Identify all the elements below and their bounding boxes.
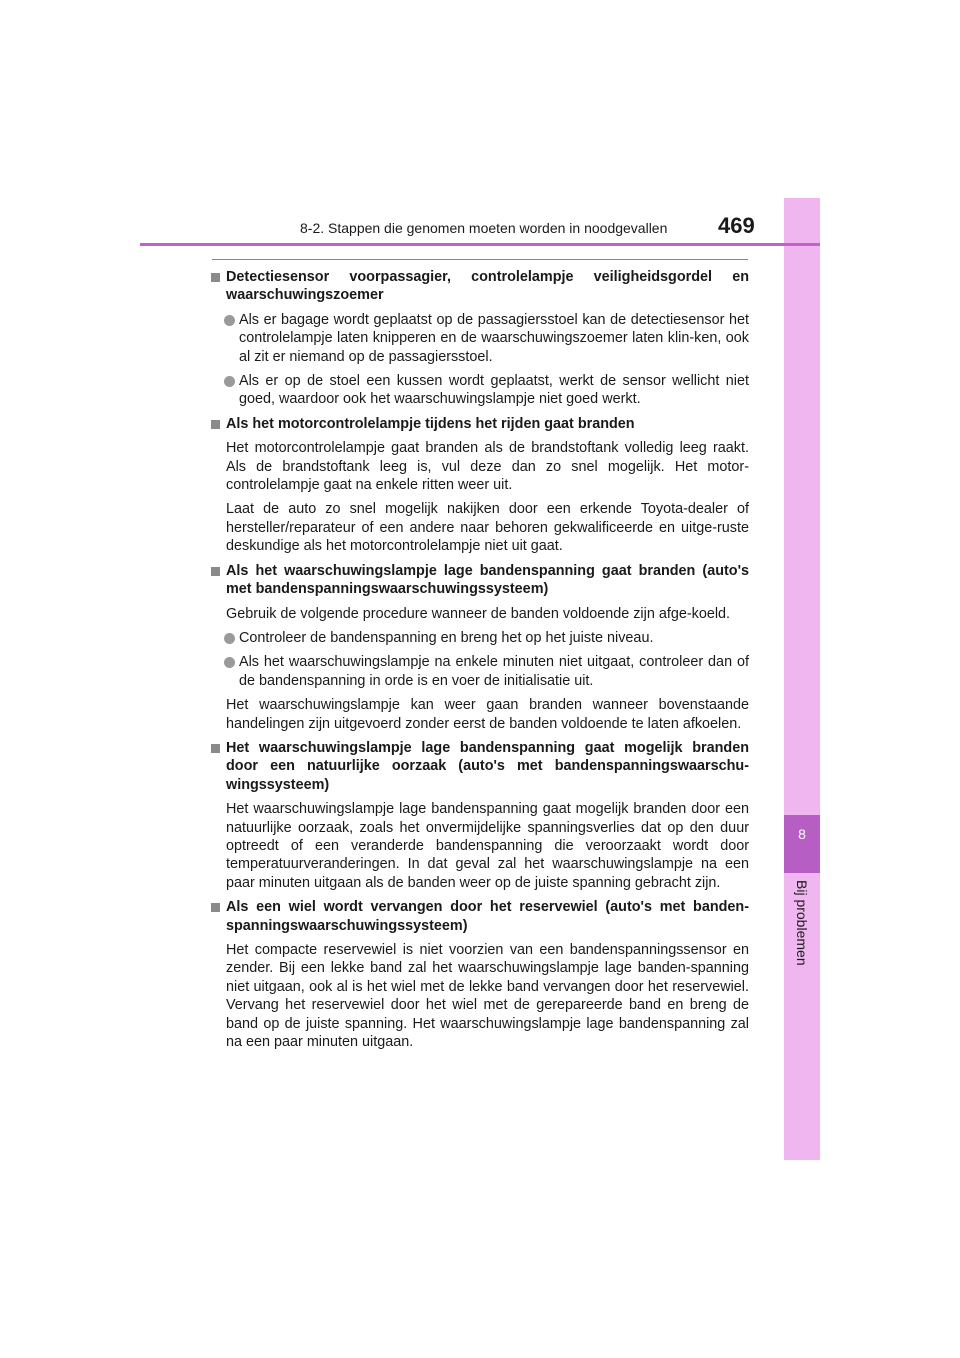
page-number: 469	[718, 213, 755, 238]
block-text: Als het waarschuwingslampje lage bandenspanning gaat branden (auto's met bandenspanningswaarschuwingssysteem)	[226, 562, 749, 598]
block-text: Controleer de bandenspanning en breng het op het juiste niveau.	[239, 629, 654, 646]
bullet-item	[209, 653, 749, 690]
page-content	[209, 268, 749, 1057]
square-bullet-icon	[211, 744, 220, 753]
block-text: Het waarschuwingslampje kan weer gaan branden wanneer bovenstaande handelingen zijn uitgevoerd zonder eerst de banden voldoende te laten afkoelen.	[226, 697, 749, 732]
block-text: Gebruik de volgende procedure wanneer de banden voldoende zijn afge-koeld.	[226, 605, 731, 622]
block-text: Als een wiel wordt vervangen door het reservewiel (auto's met banden-spanningswaarschuwingssysteem)	[226, 899, 749, 934]
bullet-item	[209, 629, 749, 647]
body-paragraph	[209, 941, 749, 1051]
round-bullet-icon	[224, 633, 235, 644]
block-text: Detectiesensor voorpassagier, controlelampje veiligheidsgordel en waarschuwingszoemer	[226, 269, 749, 304]
square-bullet-icon	[211, 903, 220, 912]
block-text: Als het waarschuwingslampje na enkele minuten niet uitgaat, controleer dan of de bandenspanning in orde is en voer de initialisatie uit.	[239, 654, 749, 689]
square-bullet-icon	[211, 567, 220, 576]
chapter-label: Bij problemen	[794, 880, 810, 966]
block-text: Het motorcontrolelampje gaat branden als de brandstoftank volledig leeg raakt. Als de brandstoftank leeg is, vul deze dan zo snel mogelijk. Het motor-controlelampje gaat na enkele ritten weer uit.	[226, 440, 749, 494]
chapter-tab-active[interactable]	[784, 815, 820, 873]
body-paragraph	[209, 605, 749, 623]
block-text: Laat de auto zo snel mogelijk nakijken door een erkende Toyota-dealer of hersteller/reparateur of een andere naar behoren gekwalificeerde en uitge-ruste deskundige als het motorcontrolelampje niet uit gaat.	[226, 501, 749, 555]
block-text: Het waarschuwingslampje lage bandenspanning gaat mogelijk branden door een natuurlijke oorzaak, zoals het onvermijdelijke spanningsverlies dat op den duur optreedt of een veranderde bandenspanning die veroorzaakt wordt door temperatuurveranderingen. In dat geval zal het waarschuwingslampje na een paar minuten uitgaan als de banden weer op de juiste spanning gebracht zijn.	[226, 801, 749, 891]
block-text: Als het motorcontrolelampje tijdens het rijden gaat branden	[226, 415, 635, 432]
section-heading	[209, 562, 749, 599]
block-text: Het compacte reservewiel is niet voorzien van een bandenspanningssensor en zender. Bij een lekke band zal het waarschuwingslampje lage banden-spanning niet uitgaan, ook al is het wiel met de lekke band vervangen door het reservewiel. Vervang het reservewiel door het wiel met de gerepareerde band en breng de band op de juiste spanning. Het waarschuwingslampje lage bandenspanning zal na een paar minuten uitgaan.	[226, 942, 749, 1051]
section-header: 8-2. Stappen die genomen moeten worden in noodgevallen	[300, 220, 668, 236]
body-paragraph	[209, 500, 749, 555]
body-paragraph	[209, 696, 749, 733]
block-text: Het waarschuwingslampje lage bandenspanning gaat mogelijk branden door een natuurlijke oorzaak (auto's met bandenspanningswaarschu-wingssysteem)	[226, 739, 749, 793]
body-paragraph	[209, 439, 749, 494]
block-text: Als er op de stoel een kussen wordt geplaatst, werkt de sensor wellicht niet goed, waardoor ook het waarschuwingslampje niet goed werkt.	[239, 373, 749, 408]
section-heading	[209, 415, 749, 433]
body-paragraph	[209, 800, 749, 892]
section-heading	[209, 739, 749, 794]
section-heading	[209, 268, 749, 305]
round-bullet-icon	[224, 315, 235, 326]
bullet-item	[209, 372, 749, 409]
bullet-item	[209, 311, 749, 366]
content-rule	[212, 259, 748, 260]
square-bullet-icon	[211, 273, 220, 282]
block-text: Als er bagage wordt geplaatst op de passagiersstoel kan de detectiesensor het controlelampje laten knipperen en de waarschuwingszoemer laten klin-ken, ook al zit er niemand op de passagiersstoel.	[239, 311, 749, 365]
chapter-number: 8	[798, 826, 806, 842]
header-rule	[140, 243, 820, 246]
round-bullet-icon	[224, 376, 235, 387]
chapter-side-strip	[784, 198, 820, 1160]
section-heading	[209, 898, 749, 935]
square-bullet-icon	[211, 420, 220, 429]
round-bullet-icon	[224, 657, 235, 668]
